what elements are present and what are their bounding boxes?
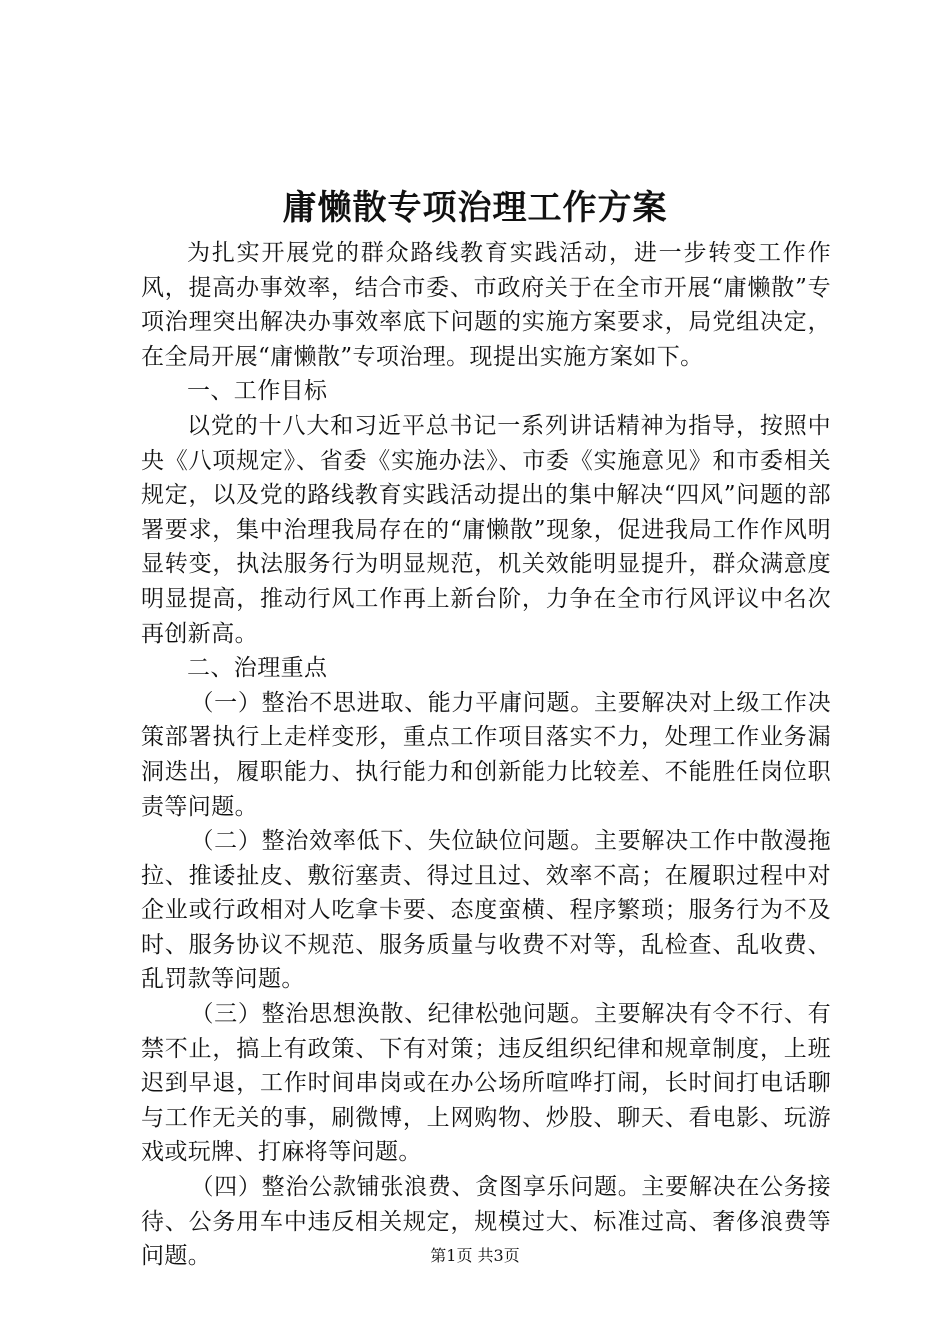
- page-indicator: 第1页 共3页: [430, 1246, 520, 1265]
- document-title: 庸懒散专项治理工作方案: [282, 188, 668, 228]
- section-heading-goals: 一、工作目标: [187, 378, 328, 405]
- focus-item-1: （一）整治不思进取、能力平庸问题。主要解决对上级工作决策部署执行上走样变形，重点工作项目落实不力，处理工作业务漏洞迭出，履职能力、执行能力和创新能力比较差、不能胜任岗位职责等问题。: [141, 689, 831, 820]
- focus-item-3: （三）整治思想涣散、纪律松弛问题。主要解决有令不行、有禁不止，搞上有政策、下有对策；违反组织纪律和规章制度，上班迟到早退，工作时间串岗或在办公场所喧哗打闹，长时间打电话聊与工作无关的事，刷微博，上网购物、炒股、聊天、看电影、玩游戏或玩牌、打麻将等问题。: [141, 1001, 831, 1166]
- section-heading-focus: 二、治理重点: [187, 655, 328, 682]
- focus-item-4: （四）整治公款铺张浪费、贪图享乐问题。主要解决在公务接待、公务用车中违反相关规定，规模过大、标准过高、奢侈浪费等问题。: [141, 1174, 831, 1270]
- document-body: [141, 236, 831, 1274]
- goals-paragraph: 以党的十八大和习近平总书记一系列讲话精神为指导，按照中央《八项规定》、省委《实施办法》、市委《实施意见》和市委相关规定，以及党的路线教育实践活动提出的集中解决“四风”问题的部署要求，集中治理我局存在的“庸懒散”现象，促进我局工作作风明显转变，执法服务行为明显规范，机关效能明显提升，群众满意度明显提高，推动行风工作再上新台阶，力争在全市行风评议中名次再创新高。: [141, 412, 831, 647]
- focus-item-2: （二）整治效率低下、失位缺位问题。主要解决工作中散漫拖拉、推诿扯皮、敷衍塞责、得过且过、效率不高；在履职过程中对企业或行政相对人吃拿卡要、态度蛮横、程序繁琐；服务行为不及时、服务协议不规范、服务质量与收费不对等，乱检查、乱收费、乱罚款等问题。: [141, 828, 831, 993]
- page-footer: [0, 1245, 950, 1267]
- intro-paragraph: 为扎实开展党的群众路线教育实践活动，进一步转变工作作风，提高办事效率，结合市委、市政府关于在全市开展“庸懒散”专项治理突出解决办事效率底下问题的实施方案要求，局党组决定，在全局开展“庸懒散”专项治理。现提出实施方案如下。: [141, 240, 831, 370]
